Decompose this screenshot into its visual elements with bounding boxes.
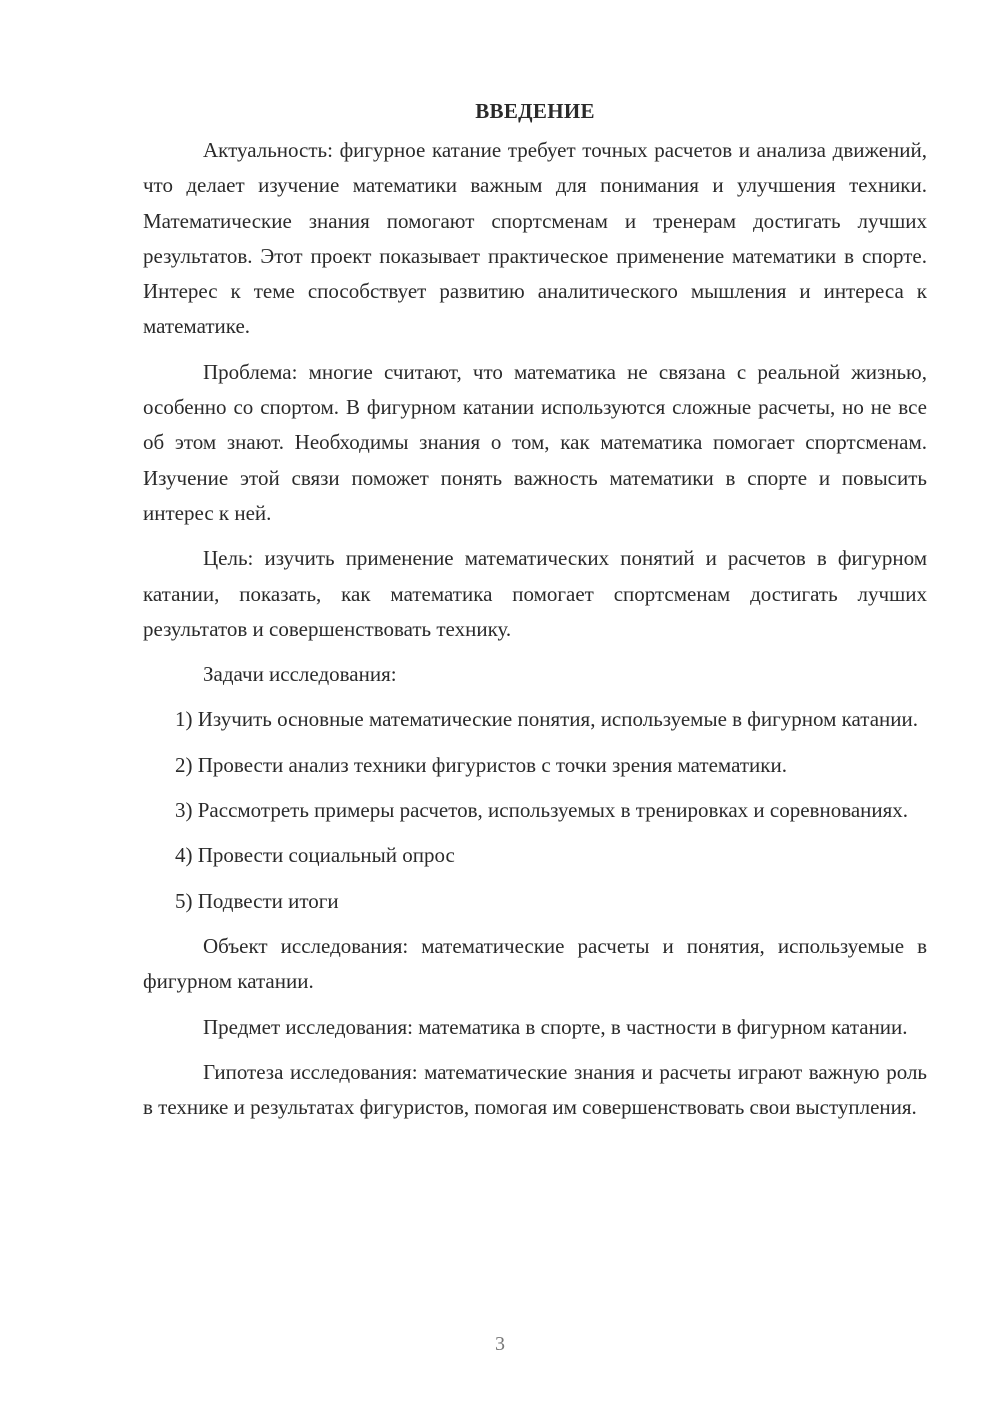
paragraph-goal: Цель: изучить применение математических понятий и расчетов в фигурном катании, показать, как математика помогает спортсменам достигать лучших результатов и совершенствовать технику. <box>143 546 927 641</box>
list-item: 3) Рассмотреть примеры расчетов, используемых в тренировках и соревнованиях. <box>175 798 909 823</box>
paragraph-tasks-title: Задачи исследования: <box>203 662 397 687</box>
section-heading: ВВЕДЕНИЕ <box>475 99 595 123</box>
tasks-list <box>143 702 927 918</box>
document-page <box>143 94 927 1135</box>
paragraph-hypothesis: Гипотеза исследования: математические знания и расчеты играют важную роль в технике и результатах фигуристов, помогая им совершенствовать свои выступления. <box>143 1059 927 1120</box>
list-item: 5) Подвести итоги <box>175 888 339 913</box>
paragraph-relevance: Актуальность: фигурное катание требует точных расчетов и анализа движений, что делает изучение математики важным для понимания и улучшения техники. Математические знания помогают спортсменам и тренерам достигать лучших результатов. Этот проект показывает практическое применение математики в спорте. Интерес к теме способствует развитию аналитического мышления и интереса к математике. <box>143 138 927 339</box>
list-item: 4) Провести социальный опрос <box>175 843 455 868</box>
paragraph-problem: Проблема: многие считают, что математика не связана с реальной жизнью, особенно со спортом. В фигурном катании используются сложные расчеты, но не все об этом знают. Необходимы знания о том, как математика помогает спортсменам. Изучение этой связи поможет понять важность математики в спорте и повысить интерес к ней. <box>143 359 927 525</box>
paragraph-subject: Предмет исследования: математика в спорте, в частности в фигурном катании. <box>203 1014 908 1039</box>
page-number: 3 <box>495 1333 505 1355</box>
list-item: 1) Изучить основные математические понятия, используемые в фигурном катании. <box>175 707 919 732</box>
paragraph-object: Объект исследования: математические расчеты и понятия, используемые в фигурном катании. <box>143 933 927 994</box>
list-item: 2) Провести анализ техники фигуристов с точки зрения математики. <box>175 752 787 777</box>
